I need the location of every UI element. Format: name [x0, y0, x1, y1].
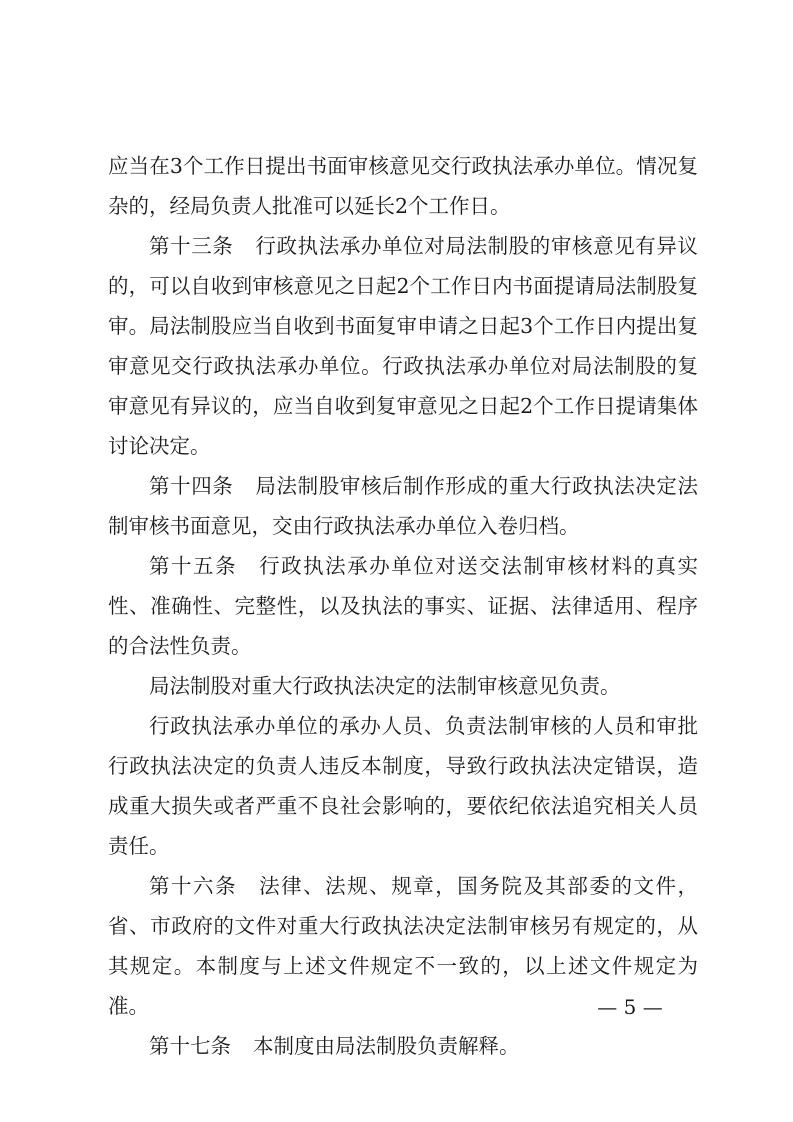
paragraph-text: 局法制股审核后制作形成的重大行政执法决定法制审核书面意见，交由行政执法承办单位入卷归档。 — [108, 474, 699, 538]
document-body — [108, 146, 698, 1066]
article-17 — [108, 1026, 698, 1066]
article-15 — [108, 546, 698, 666]
article-number: 第十五条 — [149, 554, 238, 578]
paragraph-text: 本制度由局法制股负责解释。 — [253, 1034, 520, 1058]
article-number: 第十三条 — [149, 234, 234, 258]
paragraph-text: 局法制股对重大行政执法决定的法制审核意见负责。 — [149, 674, 621, 698]
article-14 — [108, 466, 698, 546]
page-number: — 5 — — [597, 995, 663, 1019]
paragraph-text: 行政执法承办单位的承办人员、负责法制审核的人员和审批行政执法决定的负责人违反本制度，导致行政执法决定错误，造成重大损失或者严重不良社会影响的，要依纪依法追究相关人员责任。 — [108, 714, 698, 858]
paragraph-text: 行政执法承办单位对送交法制审核材料的真实性、准确性、完整性，以及执法的事实、证据、法律适用、程序的合法性负责。 — [108, 554, 699, 658]
article-number: 第十四条 — [149, 474, 234, 498]
article-13 — [108, 226, 698, 466]
paragraph-text: 法律、法规、规章，国务院及其部委的文件，省、市政府的文件对重大行政执法决定法制审核另有规定的，从其规定。本制度与上述文件规定不一致的，以上述文件规定为准。 — [108, 874, 699, 1018]
article-number: 第十六条 — [149, 874, 238, 898]
paragraph-text: 应当在3个工作日提出书面审核意见交行政执法承办单位。情况复杂的，经局负责人批准可以延长2个工作日。 — [108, 154, 698, 218]
article-15-paragraph-3 — [108, 706, 698, 866]
paragraph-continuation — [108, 146, 698, 226]
article-15-paragraph-2 — [108, 666, 698, 706]
paragraph-text: 行政执法承办单位对局法制股的审核意见有异议的，可以自收到审核意见之日起2个工作日内书面提请局法制股复审。局法制股应当自收到书面复审申请之日起3个工作日内提出复审意见交行政执法承办单位。行政执法承办单位对局法制股的复审意见有异议的，应当自收到复审意见之日起2个工作日提请集体讨论决定。 — [108, 234, 699, 458]
article-number: 第十七条 — [149, 1034, 231, 1058]
